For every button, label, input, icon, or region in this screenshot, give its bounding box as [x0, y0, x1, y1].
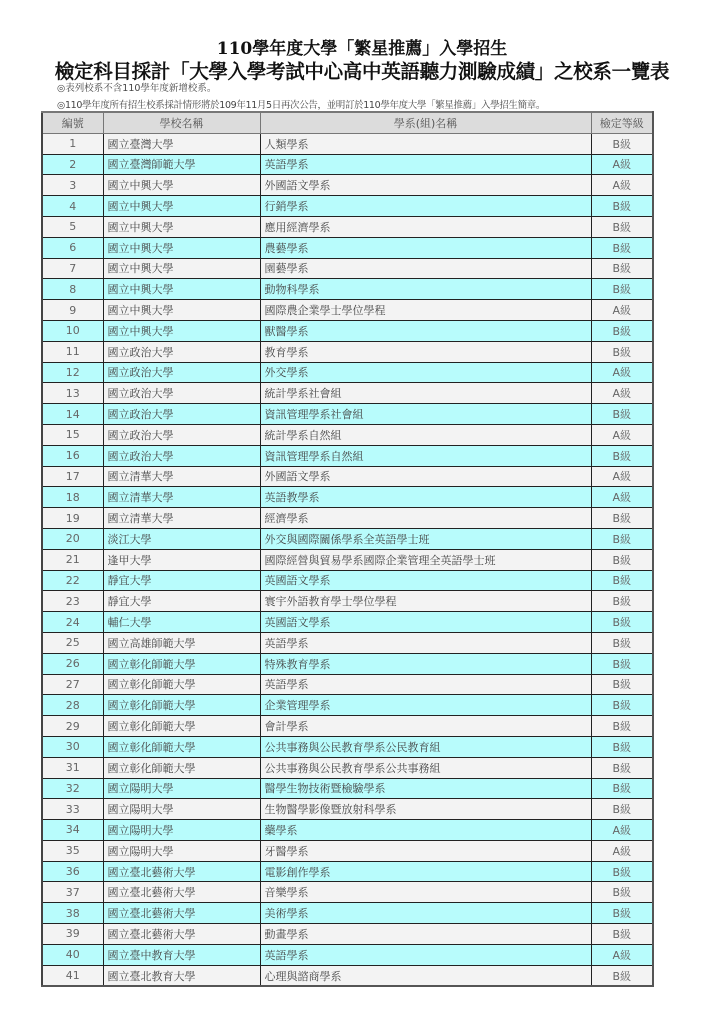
test-grade: B級: [591, 549, 653, 570]
table-row: [42, 924, 653, 945]
school-name: 國立清華大學: [103, 487, 260, 508]
table-row: [42, 300, 653, 321]
row-number: 17: [42, 466, 103, 487]
school-name: 國立中興大學: [103, 258, 260, 279]
row-number: 19: [42, 508, 103, 529]
test-grade: B級: [591, 320, 653, 341]
school-name: 國立彰化師範大學: [103, 757, 260, 778]
row-number: 4: [42, 196, 103, 217]
school-name: 國立臺中教育大學: [103, 944, 260, 965]
row-number: 22: [42, 570, 103, 591]
test-grade: A級: [591, 820, 653, 841]
test-grade: A級: [591, 840, 653, 861]
school-name: 靜宜大學: [103, 570, 260, 591]
school-name: 國立中興大學: [103, 300, 260, 321]
department-name: 人類學系: [260, 133, 591, 154]
department-name: 獸醫學系: [260, 320, 591, 341]
row-number: 34: [42, 820, 103, 841]
table-row: [42, 508, 653, 529]
department-name: 英語學系: [260, 944, 591, 965]
row-number: 35: [42, 840, 103, 861]
table-header-row: [42, 112, 653, 133]
department-name: 資訊管理學系社會組: [260, 404, 591, 425]
school-name: 國立臺北藝術大學: [103, 924, 260, 945]
department-name: 資訊管理學系自然組: [260, 445, 591, 466]
test-grade: B級: [591, 258, 653, 279]
test-grade: A級: [591, 154, 653, 175]
row-number: 18: [42, 487, 103, 508]
school-name: 淡江大學: [103, 528, 260, 549]
table-row: [42, 404, 653, 425]
test-grade: A級: [591, 175, 653, 196]
school-name: 國立彰化師範大學: [103, 653, 260, 674]
department-name: 音樂學系: [260, 882, 591, 903]
department-name: 外國語文學系: [260, 175, 591, 196]
table-row: [42, 279, 653, 300]
table-row: [42, 528, 653, 549]
test-grade: B級: [591, 799, 653, 820]
test-grade: B級: [591, 653, 653, 674]
test-grade: A級: [591, 944, 653, 965]
row-number: 21: [42, 549, 103, 570]
test-grade: B級: [591, 279, 653, 300]
table-row: [42, 674, 653, 695]
table-row: [42, 778, 653, 799]
department-name: 教育學系: [260, 341, 591, 362]
test-grade: B級: [591, 591, 653, 612]
school-name: 輔仁大學: [103, 612, 260, 633]
school-name: 國立清華大學: [103, 508, 260, 529]
school-name: 國立陽明大學: [103, 840, 260, 861]
row-number: 9: [42, 300, 103, 321]
department-name: 應用經濟學系: [260, 216, 591, 237]
row-number: 13: [42, 383, 103, 404]
table-row: [42, 736, 653, 757]
school-name: 國立臺北教育大學: [103, 965, 260, 986]
table-row: [42, 154, 653, 175]
test-grade: B級: [591, 445, 653, 466]
department-name: 國際農企業學士學位學程: [260, 300, 591, 321]
school-name: 國立臺灣大學: [103, 133, 260, 154]
test-grade: B級: [591, 965, 653, 986]
document-title-line-1: 110學年度大學「繁星推薦」入學招生: [216, 39, 508, 59]
row-number: 8: [42, 279, 103, 300]
department-name: 藥學系: [260, 820, 591, 841]
school-name: 國立政治大學: [103, 404, 260, 425]
department-name: 英語學系: [260, 632, 591, 653]
test-grade: A級: [591, 424, 653, 445]
department-name: 公共事務與公民教育學系公共事務組: [260, 757, 591, 778]
test-grade: B級: [591, 695, 653, 716]
school-name: 國立臺北藝術大學: [103, 882, 260, 903]
row-number: 16: [42, 445, 103, 466]
school-name: 國立政治大學: [103, 424, 260, 445]
test-grade: B級: [591, 570, 653, 591]
department-name: 寰宇外語教育學士學位學程: [260, 591, 591, 612]
table-row: [42, 487, 653, 508]
school-name: 國立臺灣師範大學: [103, 154, 260, 175]
test-grade: B級: [591, 196, 653, 217]
department-name: 農藝學系: [260, 237, 591, 258]
test-grade: B級: [591, 612, 653, 633]
table-row: [42, 591, 653, 612]
document-title-line-2: 檢定科目採計「大學入學考試中心高中英語聽力測驗成績」之校系一覽表: [54, 60, 670, 83]
department-name: 統計學系自然組: [260, 424, 591, 445]
row-number: 33: [42, 799, 103, 820]
table-body: [42, 133, 653, 986]
test-grade: B級: [591, 757, 653, 778]
school-name: 逢甲大學: [103, 549, 260, 570]
table-row: [42, 549, 653, 570]
department-name: 統計學系社會組: [260, 383, 591, 404]
table-row: [42, 716, 653, 737]
header-department-name: 學系(組)名稱: [260, 112, 591, 133]
row-number: 7: [42, 258, 103, 279]
department-name: 外交學系: [260, 362, 591, 383]
test-grade: B級: [591, 861, 653, 882]
table-row: [42, 424, 653, 445]
test-grade: A級: [591, 466, 653, 487]
department-name: 國際經營與貿易學系國際企業管理全英語學士班: [260, 549, 591, 570]
row-number: 1: [42, 133, 103, 154]
test-grade: A級: [591, 300, 653, 321]
row-number: 6: [42, 237, 103, 258]
school-name: 國立高雄師範大學: [103, 632, 260, 653]
school-name: 國立中興大學: [103, 320, 260, 341]
school-name: 國立陽明大學: [103, 778, 260, 799]
school-name: 國立政治大學: [103, 445, 260, 466]
department-name: 英語學系: [260, 154, 591, 175]
row-number: 5: [42, 216, 103, 237]
row-number: 29: [42, 716, 103, 737]
test-grade: B級: [591, 674, 653, 695]
department-name: 牙醫學系: [260, 840, 591, 861]
department-name: 英國語文學系: [260, 612, 591, 633]
header-school-name: 學校名稱: [103, 112, 260, 133]
department-name: 公共事務與公民教育學系公民教育組: [260, 736, 591, 757]
department-name: 英國語文學系: [260, 570, 591, 591]
note-announcement-date: ◎110學年度所有招生校系採計情形將於109年11月5日再次公告，並明訂於110學年度大學「繁星推薦」入學招生簡章。: [57, 100, 546, 111]
row-number: 24: [42, 612, 103, 633]
department-name: 行銷學系: [260, 196, 591, 217]
department-name: 特殊教育學系: [260, 653, 591, 674]
department-name: 心理與諮商學系: [260, 965, 591, 986]
department-list-table: [41, 111, 654, 987]
school-name: 國立中興大學: [103, 216, 260, 237]
table-row: [42, 133, 653, 154]
school-name: 國立中興大學: [103, 279, 260, 300]
header-number: 編號: [42, 112, 103, 133]
test-grade: B級: [591, 528, 653, 549]
row-number: 3: [42, 175, 103, 196]
test-grade: B級: [591, 237, 653, 258]
table-row: [42, 466, 653, 487]
table-row: [42, 695, 653, 716]
school-name: 國立中興大學: [103, 175, 260, 196]
school-name: 國立中興大學: [103, 237, 260, 258]
school-name: 國立彰化師範大學: [103, 736, 260, 757]
department-name: 醫學生物技術暨檢驗學系: [260, 778, 591, 799]
test-grade: B級: [591, 632, 653, 653]
table-row: [42, 341, 653, 362]
table-row: [42, 362, 653, 383]
department-name: 外國語文學系: [260, 466, 591, 487]
school-name: 國立政治大學: [103, 341, 260, 362]
row-number: 2: [42, 154, 103, 175]
table-row: [42, 175, 653, 196]
table-row: [42, 965, 653, 986]
table-row: [42, 445, 653, 466]
table-row: [42, 320, 653, 341]
table-row: [42, 237, 653, 258]
row-number: 14: [42, 404, 103, 425]
header-test-grade: 檢定等級: [591, 112, 653, 133]
school-name: 國立陽明大學: [103, 799, 260, 820]
row-number: 12: [42, 362, 103, 383]
row-number: 27: [42, 674, 103, 695]
school-name: 靜宜大學: [103, 591, 260, 612]
department-name: 動畫學系: [260, 924, 591, 945]
row-number: 30: [42, 736, 103, 757]
row-number: 11: [42, 341, 103, 362]
row-number: 15: [42, 424, 103, 445]
row-number: 28: [42, 695, 103, 716]
test-grade: A級: [591, 362, 653, 383]
school-name: 國立臺北藝術大學: [103, 903, 260, 924]
department-name: 企業管理學系: [260, 695, 591, 716]
row-number: 41: [42, 965, 103, 986]
table-row: [42, 820, 653, 841]
table-row: [42, 632, 653, 653]
table-row: [42, 944, 653, 965]
department-name: 經濟學系: [260, 508, 591, 529]
row-number: 20: [42, 528, 103, 549]
department-name: 園藝學系: [260, 258, 591, 279]
note-new-departments-excluded: ◎表列校系不含110學年度新增校系。: [57, 83, 217, 94]
department-name: 英語學系: [260, 674, 591, 695]
row-number: 31: [42, 757, 103, 778]
table-row: [42, 196, 653, 217]
row-number: 23: [42, 591, 103, 612]
test-grade: B級: [591, 736, 653, 757]
test-grade: B級: [591, 903, 653, 924]
department-name: 外交與國際關係學系全英語學士班: [260, 528, 591, 549]
department-name: 會計學系: [260, 716, 591, 737]
school-name: 國立陽明大學: [103, 820, 260, 841]
row-number: 38: [42, 903, 103, 924]
department-name: 動物科學系: [260, 279, 591, 300]
table-row: [42, 216, 653, 237]
test-grade: B級: [591, 341, 653, 362]
test-grade: B級: [591, 216, 653, 237]
test-grade: B級: [591, 882, 653, 903]
table-row: [42, 799, 653, 820]
row-number: 32: [42, 778, 103, 799]
test-grade: B級: [591, 778, 653, 799]
table-row: [42, 570, 653, 591]
table-row: [42, 612, 653, 633]
test-grade: B級: [591, 133, 653, 154]
school-name: 國立政治大學: [103, 383, 260, 404]
test-grade: B級: [591, 716, 653, 737]
test-grade: A級: [591, 487, 653, 508]
row-number: 37: [42, 882, 103, 903]
row-number: 26: [42, 653, 103, 674]
test-grade: B級: [591, 924, 653, 945]
department-name: 生物醫學影像暨放射科學系: [260, 799, 591, 820]
table-row: [42, 861, 653, 882]
school-name: 國立臺北藝術大學: [103, 861, 260, 882]
school-name: 國立彰化師範大學: [103, 695, 260, 716]
row-number: 10: [42, 320, 103, 341]
row-number: 39: [42, 924, 103, 945]
test-grade: B級: [591, 508, 653, 529]
row-number: 25: [42, 632, 103, 653]
school-name: 國立政治大學: [103, 362, 260, 383]
table-row: [42, 757, 653, 778]
department-name: 美術學系: [260, 903, 591, 924]
table-row: [42, 383, 653, 404]
school-name: 國立彰化師範大學: [103, 716, 260, 737]
table-row: [42, 840, 653, 861]
row-number: 40: [42, 944, 103, 965]
table-row: [42, 653, 653, 674]
department-name: 電影創作學系: [260, 861, 591, 882]
test-grade: B級: [591, 404, 653, 425]
table-row: [42, 258, 653, 279]
school-name: 國立清華大學: [103, 466, 260, 487]
department-name: 英語教學系: [260, 487, 591, 508]
table-row: [42, 882, 653, 903]
table-row: [42, 903, 653, 924]
school-name: 國立彰化師範大學: [103, 674, 260, 695]
test-grade: A級: [591, 383, 653, 404]
school-name: 國立中興大學: [103, 196, 260, 217]
row-number: 36: [42, 861, 103, 882]
